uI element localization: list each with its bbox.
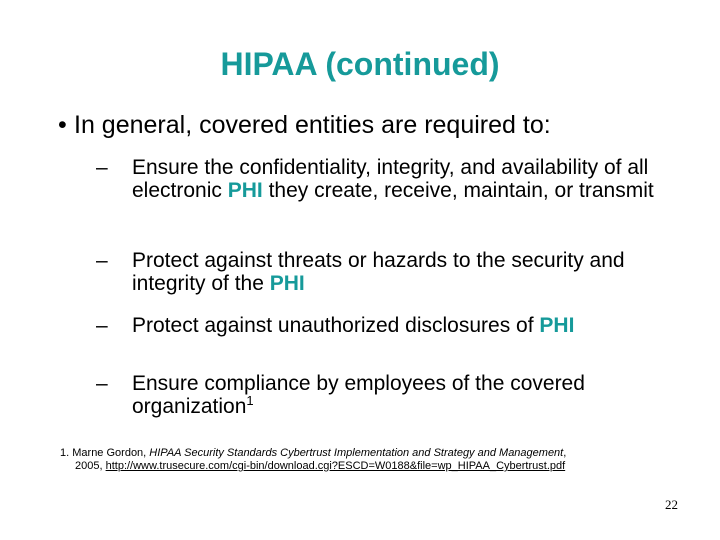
text-segment: Ensure the confidentiality, integrity, and availability of all electronic [132,156,649,202]
footnote-line-2 [60,460,680,473]
phi-highlight: PHI [269,272,305,295]
text-segment: Protect against unauthorized disclosures of [132,314,540,337]
text-segment: Protect against threats or hazards to the security and integrity of the [132,249,625,295]
phi-highlight: PHI [227,179,263,202]
dash-marker: – [96,314,108,337]
page-number: 22 [665,497,678,512]
footnote-author: Marne Gordon, [72,447,150,459]
main-bullet-text: In general, covered entities are required to: [74,111,551,139]
sub-item-4 [96,372,656,418]
sub-item-text [132,372,656,418]
main-bullet [58,110,698,140]
bullet-marker: • [58,111,67,139]
text-segment: Ensure compliance by employees of the covered organization [132,372,585,418]
sub-item-text [132,249,656,295]
sub-item-text [132,156,656,202]
footnote-number: 1. [60,447,70,459]
sub-item-text [132,314,656,337]
dash-marker: – [96,372,108,395]
text-segment: they create, receive, maintain, or transmit [262,179,654,202]
footnote-ref: 1 [246,393,254,408]
sub-item-1 [96,156,656,202]
footnote-link[interactable]: http://www.trusecure.com/cgi-bin/download.cgi?ESCD=W0188&file=wp_HIPAA_Cybertrust.pdf [105,460,566,472]
footnote-source-title: HIPAA Security Standards Cybertrust Implementation and Strategy and Management [149,447,564,459]
phi-highlight: PHI [539,314,575,337]
slide-title: HIPAA (continued) [220,46,500,82]
dash-marker: – [96,249,108,272]
footnote [60,447,680,473]
sub-item-2 [96,249,656,295]
sub-item-3 [96,314,656,337]
footnote-separator: , [563,447,567,459]
footnote-year: 2005, [75,460,106,472]
dash-marker: – [96,156,108,179]
